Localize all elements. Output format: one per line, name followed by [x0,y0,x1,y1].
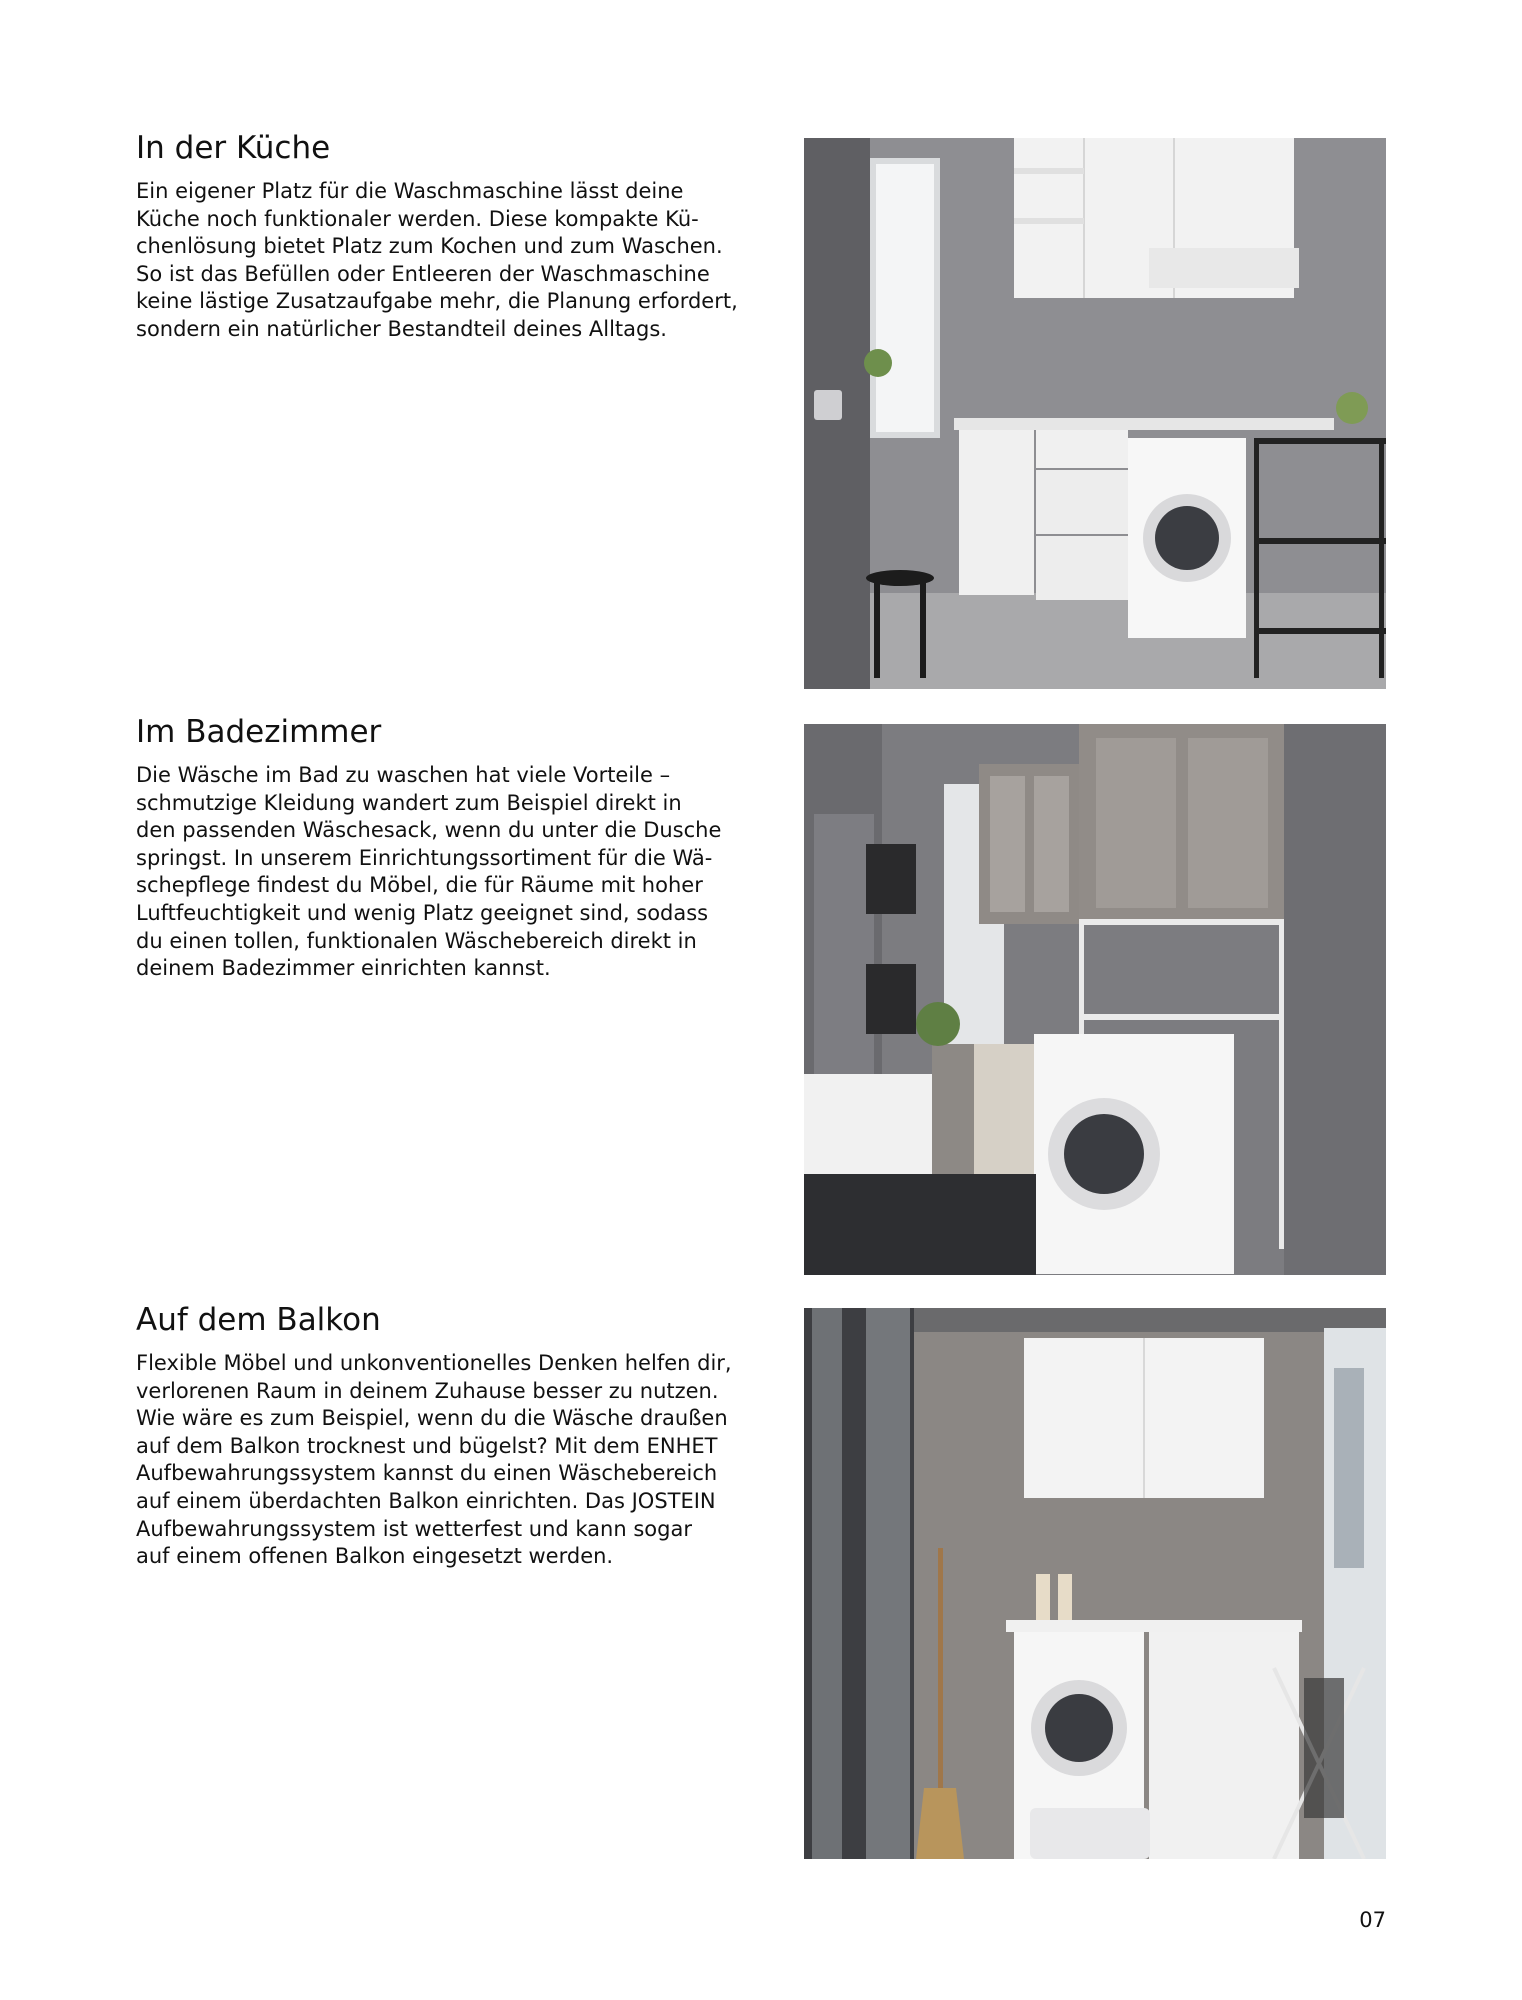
section-heading: Auf dem Balkon [136,1302,381,1338]
section-body: Flexible Möbel und unkonventionelles Denken helfen dir, verlorenen Raum in deinem Zuhause besser zu nutzen. Wie wäre es zum Beispiel, wenn du die Wäsche draußen auf dem Balkon trocknest und bügelst? Mit dem ENHET Aufbewahrungssystem kannst du einen Wäschebereich auf einem überdachten Balkon einrichten. Das JOSTEIN Aufbewahrungssystem ist wetterfest und kann sogar auf einem offenen Balkon eingesetzt werden. [136,1351,732,1569]
section-body: Die Wäsche im Bad zu waschen hat viele Vorteile – schmutzige Kleidung wandert zum Beispiel direkt in den passenden Wäschesack, wenn du unter die Dusche springst. In unserem Einrichtungssortiment für die Wä- schepflege findest du Möbel, die für Räume mit hoher Luftfeuchtigkeit und wenig Platz geeignet sind, sodass du einen tollen, funktionalen Wäschebereich direkt in deinem Badezimmer einrichten kannst. [136,763,722,981]
section-body: Ein eigener Platz für die Waschmaschine lässt deine Küche noch funktionaler werden. Diese kompakte Kü- chenlösung bietet Platz zum Kochen und zum Waschen. So ist das Befüllen oder Entleeren der Waschmaschine keine lästige Zusatzaufgabe mehr, die Planung erfordert, sondern ein natürlicher Bestandteil deines Alltags. [136,179,738,341]
bathroom-photo [804,724,1386,1275]
kitchen-photo [804,138,1386,689]
section-bathroom-text [136,712,756,983]
page-number: 07 [1359,1908,1386,1932]
balcony-photo [804,1308,1386,1859]
section-heading: Im Badezimmer [136,714,382,750]
section-balcony-text [136,1300,756,1571]
section-heading: In der Küche [136,130,331,166]
section-kitchen-text [136,128,756,344]
